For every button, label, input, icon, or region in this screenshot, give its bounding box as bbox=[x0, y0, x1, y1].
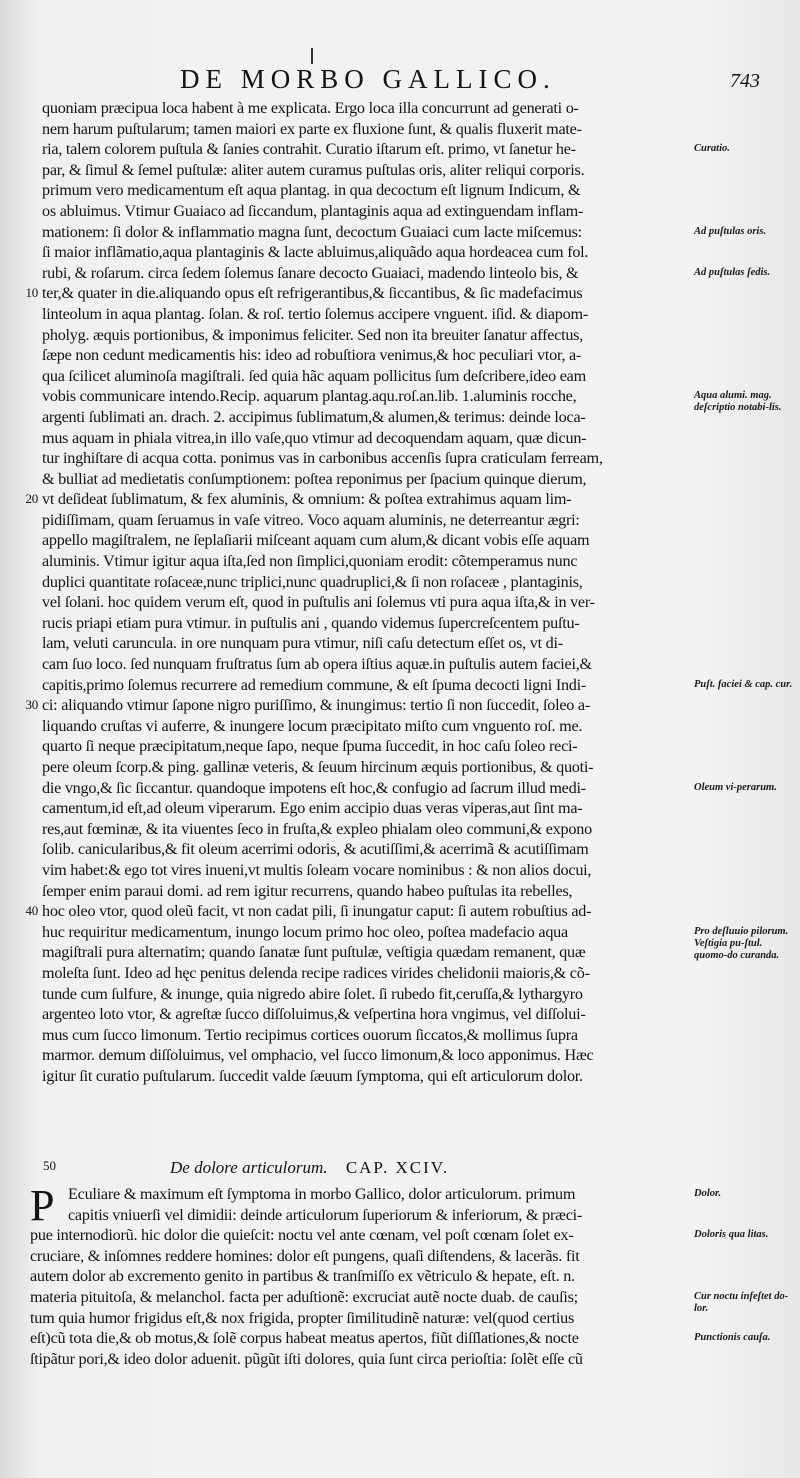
text-line bbox=[42, 366, 692, 387]
text-line bbox=[30, 1205, 692, 1226]
line-text: par, & ſimul & ſemel puſtulæ: aliter autem curamus puſtulas oris, aliter reliqui corporis. bbox=[42, 160, 585, 179]
margin-note: Pro deſluuio pilorum. Veſtigia pu-ſtul. quomo-do curanda. bbox=[694, 926, 789, 961]
chapter-text bbox=[30, 1181, 692, 1369]
margin-note: Oleum vi-perarum. bbox=[694, 781, 777, 793]
text-line bbox=[42, 551, 692, 572]
text-line bbox=[42, 675, 692, 696]
text-line bbox=[42, 407, 692, 428]
signature-mark bbox=[311, 48, 313, 64]
text-line bbox=[42, 530, 692, 551]
line-text: ci: aliquando vtimur ſapone nigro puriſſimo, & inungimus: tertio ſi non ſuccedit, ſoleo a- bbox=[42, 696, 591, 715]
line-text: rucis priapi etiam pura vtimur. in puſtulis ani , quando videmus ſupercreſcentem puſtu- bbox=[42, 613, 580, 632]
text-line bbox=[42, 942, 692, 963]
line-text: vobis communicare intendo.Recip. aquarum plantag.aqu.roſ.an.lib. 1.aluminis rocche, bbox=[42, 387, 577, 406]
line-text: quarto ſi neque præcipitatum,neque ſapo, neque ſpuma ſuccedit, in hoc caſu ſoleo reci- bbox=[42, 737, 578, 756]
text-line bbox=[42, 654, 692, 675]
text-line bbox=[42, 592, 692, 613]
line-text: tunde cum ſulfure, & inunge, quia nigredo abire ſolet. ſi rubedo fit,ceruſſa,& lythargyro bbox=[42, 984, 583, 1003]
line-number: 40 bbox=[25, 903, 38, 919]
text-line bbox=[30, 1246, 692, 1267]
text-line bbox=[42, 222, 692, 243]
text-line bbox=[42, 469, 692, 490]
text-line bbox=[42, 736, 692, 757]
line-text: ſi maior inflãmatio,aqua plantaginis & lacte abluimus,aliquãdo aqua hordeacea cum fol. bbox=[42, 243, 589, 262]
line-text: marmor. demum diſſoluimus, vel omphacio, vel ſucco limonum,& loco apponimus. Hæc bbox=[42, 1046, 594, 1065]
line-text: ter,& quater in die.aliquando opus eſt refrigerantibus,& ſiccantibus, & ſic madefacimus bbox=[42, 284, 583, 303]
margin-note: Punctionis cauſa. bbox=[694, 1332, 771, 1344]
text-line bbox=[42, 716, 692, 737]
page-header bbox=[150, 64, 760, 96]
line-text: rubi, & roſarum. circa ſedem ſolemus ſanare decocto Guaiaci, madendo linteolo bis, & bbox=[42, 263, 579, 282]
line-text: tur inghiſtare di acqua cotta. ponimus vas in carbonibus accenſis ſupra craticulam ferream, bbox=[42, 449, 603, 468]
text-line bbox=[42, 1045, 692, 1066]
chapter-number: CAP. XCIV. bbox=[345, 1158, 450, 1177]
line-text: appello magiſtralem, ne ſeplaſiarii miſceant aquam cum alum,& dicant vobis eſſe aquam bbox=[42, 531, 590, 550]
line-text: quoniam præcipua loca habent à me explicata. Ergo loca illa concurrunt ad generati o- bbox=[42, 99, 579, 117]
line-text: capitis vniuerſi vel dimidii: deinde articulorum ſuperiorum & inferiorum, & præci- bbox=[68, 1205, 583, 1224]
line-text: pere oleum ſcorp.& ping. gallinæ veteris, & ſeuum hircinum æquis portionibus, & quoti- bbox=[42, 758, 594, 776]
line-text: tum quia humor frigidus eſt,& nox frigida, propter ſimilitudinẽ naturæ: vel(quod certius bbox=[30, 1308, 575, 1327]
margin-note: Cur noctu infeſtet do-lor. bbox=[694, 1291, 789, 1314]
line-text: camentum,id eſt,ad oleum viperarum. Ego enim accipio duas veras viperas,aut ſint ma- bbox=[42, 799, 583, 818]
line-text: ſæpe non cedunt medicamentis his: ideo ad robuſtiora venimus,& hoc peculiari vtor, a- bbox=[42, 346, 582, 365]
text-line bbox=[42, 1025, 692, 1046]
text-line bbox=[25, 283, 692, 304]
text-line bbox=[42, 881, 692, 902]
text-line bbox=[42, 325, 692, 346]
text-line bbox=[42, 798, 692, 819]
text-line bbox=[42, 922, 692, 943]
text-line bbox=[42, 613, 692, 634]
margin-note: Aqua alumi. mag. deſcriptio notabi-lis. bbox=[694, 390, 782, 414]
line-text: duplici quantitate roſaceæ,nunc triplici,nunc quadruplici,& ſi non roſaceæ , plantaginis, bbox=[42, 572, 583, 591]
text-line bbox=[42, 778, 692, 799]
text-line bbox=[30, 1328, 692, 1349]
text-line bbox=[42, 448, 692, 469]
margin-note: Ad puſtulas oris. bbox=[694, 225, 767, 237]
line-text: cruciare, & inſomnes reddere homines: dolor eſt pungens, quaſi diſtendens, & lacerãs. fit bbox=[30, 1246, 580, 1265]
text-line bbox=[42, 572, 692, 593]
text-line bbox=[42, 242, 692, 263]
line-text: pholyg. æquis portionibus, & imponimus feliciter. Sed non ita breuiter ſanatur affectus, bbox=[42, 325, 584, 344]
running-title: DE MORBO GALLICO. bbox=[180, 64, 556, 94]
text-line bbox=[25, 695, 692, 716]
line-text: argenti ſublimati an. drach. 2. accipimus ſublimatum,& alumen,& terimus: deinde loca- bbox=[42, 407, 586, 426]
chapter-heading bbox=[43, 1158, 450, 1178]
text-line bbox=[42, 428, 692, 449]
line-text: ſemper enim paraui domi. ad rem igitur recurrens, quando habeo puſtulas ita rebelles, bbox=[42, 881, 573, 900]
text-line bbox=[42, 510, 692, 531]
margin-note: Doloris qua litas. bbox=[694, 1229, 769, 1241]
text-line bbox=[42, 963, 692, 984]
margin-note: Curatio. bbox=[694, 143, 730, 155]
text-line bbox=[30, 1349, 692, 1370]
line-text: vel ſolani. hoc quidem verum eſt, quod in puſtulis ani ſolemus vti pura aqua iſta,& in ver- bbox=[42, 593, 595, 612]
line-text: eſt)cũ tota die,& ob motus,& ſolẽ corpus habeat meatus apertos, fiũt diſſlationes,& nocte bbox=[30, 1329, 579, 1348]
line-text: pue internodiorũ. hic dolor die quieſcit: noctu vel ante cœnam, vel poſt cœnam ſolet ex- bbox=[30, 1226, 574, 1245]
line-text: primum vero medicamentum eſt aqua plantag. in qua decoctum eſt lignum Indicum, & bbox=[42, 181, 581, 200]
line-text: igitur ſit curatio puſtularum. ſuccedit valde ſæuum ſymptoma, qui eſt articulorum dolor. bbox=[42, 1066, 583, 1085]
page-number: 743 bbox=[730, 70, 760, 92]
line-text: mus cum ſucco limonum. Tertio recipimus cortices ouorum ſiccatos,& mollimus ſupra bbox=[42, 1025, 578, 1044]
line-number: 50 bbox=[43, 1158, 56, 1173]
text-line bbox=[42, 98, 692, 119]
text-line bbox=[42, 1066, 692, 1087]
text-line bbox=[42, 1004, 692, 1025]
line-text: cam ſuo loco. ſed nunquam fruſtratus ſum ab opera iſtius aquæ.in puſtulis autem faciei,& bbox=[42, 655, 592, 674]
line-text: ſtipãtur pori,& ideo dolor aduenit. pũgũt iſti dolores, quia ſunt circa perioſtia: ſolẽt eſſe cũ bbox=[30, 1349, 583, 1368]
line-text: ria, talem colorem puſtula & ſanies contrahit. Curatio iſtarum eſt. primo, vt ſanetur he- bbox=[42, 140, 576, 159]
line-text: nem harum puſtularum; tamen maiori ex parte ex fluxione ſunt, & qualis fluxerit mate- bbox=[42, 119, 582, 138]
line-text: mationem: ſi dolor & inflammatio magna ſunt, decoctum Guaiaci cum lacte miſcemus: bbox=[42, 222, 582, 241]
text-line bbox=[30, 1184, 692, 1205]
line-text: die vngo,& ſic ſiccantur. quandoque impotens eſt hoc,& confugio ad ſacrum illud medi- bbox=[42, 778, 586, 797]
text-line bbox=[25, 489, 692, 510]
text-line bbox=[42, 263, 692, 284]
text-line bbox=[30, 1287, 692, 1308]
body-text bbox=[25, 98, 692, 1087]
text-line bbox=[42, 119, 692, 140]
line-text: qua ſcilicet aluminoſa magiſtrali. ſed quia hãc aquam pollicitus ſum deſcribere,ideo eam bbox=[42, 366, 586, 385]
text-line bbox=[42, 201, 692, 222]
line-text: ſolib. canicularibus,& fit oleum acerrimi odoris, & acutiſſimi,& acerrimã & acutiſſimam bbox=[42, 840, 589, 859]
text-line bbox=[42, 839, 692, 860]
text-line bbox=[42, 160, 692, 181]
line-text: argenteo loto vtor, & agreſtæ ſucco diſſoluimus,& veſpertina hora vngimus, vel diſſolui- bbox=[42, 1005, 586, 1024]
text-line bbox=[42, 304, 692, 325]
text-line bbox=[42, 984, 692, 1005]
line-text: vt deſideat ſublimatum, & fex aluminis, & omnium: & poſtea extrahimus aquam lim- bbox=[42, 490, 572, 509]
text-line bbox=[30, 1225, 692, 1246]
line-text: aluminis. Vtimur igitur aqua iſta,ſed non ſimplici,quoniam erodit: cõtemperamus nunc bbox=[42, 552, 578, 571]
line-text: moleſta ſunt. Ideo ad hęc penitus delenda recipe radices virides chelidonii maioris,& cõ- bbox=[42, 963, 590, 982]
text-line bbox=[42, 386, 692, 407]
text-line bbox=[25, 901, 692, 922]
margin-note: Ad puſtulas ſedis. bbox=[694, 266, 771, 278]
line-text: liquando cruſtas vi auferre, & inungere locum præcipitato miſto cum vnguento roſ. me. bbox=[42, 716, 583, 735]
line-text: materia pituitoſa, & melanchol. facta per aduſtionẽ: excruciat autẽ nocte duab. de cauſis; bbox=[30, 1287, 578, 1306]
line-text: linteolum in aqua plantag. ſolan. & roſ. tertio ſolemus accipere vnguent. iſid. & diapom- bbox=[42, 304, 588, 323]
line-text: os abluimus. Vtimur Guaiaco ad ſiccandum, plantaginis aqua ad extinguendam inflam- bbox=[42, 201, 584, 220]
line-number: 20 bbox=[25, 491, 38, 507]
line-text: mus aquam in phiala vitrea,in illo vaſe,quo vtimur ad decoquendam aquam, quæ dicun- bbox=[42, 428, 587, 447]
line-text: res,aut fœminæ, & ita viuentes ſeco in fruſta,& expleo phialam oleo communi,& expono bbox=[42, 819, 592, 838]
text-line bbox=[42, 860, 692, 881]
line-text: autem dolor ab excremento genito in partibus & tranſmiſſo ex vẽtriculo & hepate, eſt. n. bbox=[30, 1267, 575, 1286]
text-line bbox=[30, 1308, 692, 1329]
text-line bbox=[42, 819, 692, 840]
text-line bbox=[42, 633, 692, 654]
line-text: hoc oleo vtor, quod oleũ facit, vt non cadat pili, ſi inungatur caput: ſi autem robuſtius ad- bbox=[42, 902, 592, 921]
line-text: capitis,primo ſolemus recurrere ad remedium commune, & eſt ſpuma decocti ligni Indi- bbox=[42, 675, 587, 694]
line-text: pidiſſimam, quam ſeruamus in vaſe vitreo. Voco aquam aluminis, ne deterreantur ægri: bbox=[42, 510, 580, 529]
chapter-title: De dolore articulorum. bbox=[170, 1158, 328, 1177]
line-text: magiſtrali pura alternatim; quando ſanatæ ſunt puſtulæ, veſtigia quædam remanent, quæ bbox=[42, 943, 586, 962]
line-text: & bulliat ad medietatis conſumptionem: poſtea reponimus per ſpacium quinque dierum, bbox=[42, 469, 587, 488]
margin-note: Puſt. faciei & cap. cur. bbox=[694, 678, 793, 690]
text-line bbox=[30, 1266, 692, 1287]
margin-note: Dolor. bbox=[694, 1188, 722, 1199]
text-line bbox=[42, 139, 692, 160]
line-text: lam, veluti caruncula. in ore nunquam pura vtimur, niſi caſu detectum eſſet os, vt di- bbox=[42, 634, 563, 653]
text-line bbox=[42, 345, 692, 366]
line-text: vim habet:& ego tot vires inueni,vt multis ſoleam vocare nominibus : & non alios docui, bbox=[42, 860, 592, 879]
line-text: huc requiritur medicamentum, inungo locum primo hoc oleo, poſtea madefacio aqua bbox=[42, 922, 568, 941]
text-line bbox=[42, 180, 692, 201]
line-number: 30 bbox=[25, 697, 38, 713]
text-line bbox=[42, 757, 692, 778]
line-text: Eculiare & maximum eſt ſymptoma in morbo Gallico, dolor articulorum. primum bbox=[68, 1185, 576, 1203]
drop-cap: P bbox=[30, 1181, 55, 1230]
line-number: 10 bbox=[25, 285, 38, 301]
